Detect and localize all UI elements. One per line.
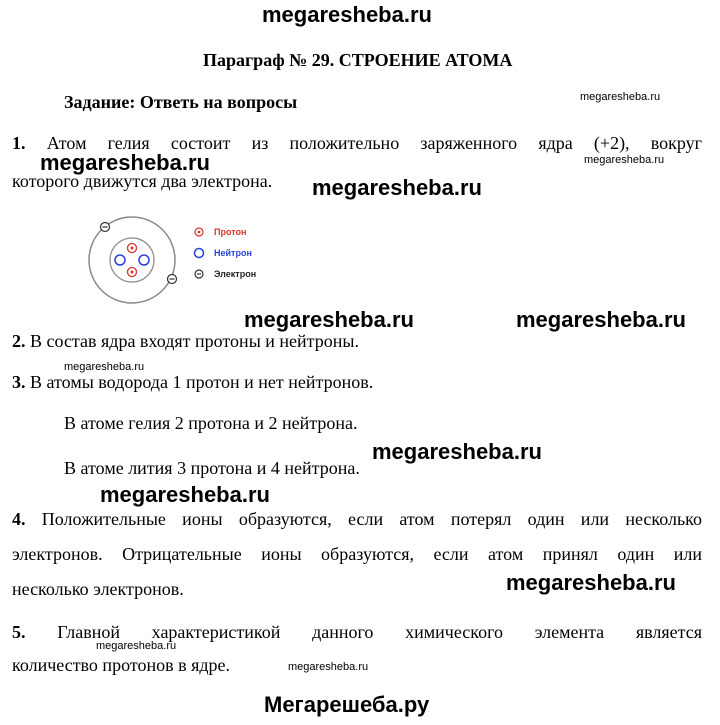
answer-2-number: 2.: [12, 331, 26, 351]
legend-neutron-icon: [195, 249, 204, 258]
electron-icon: [168, 275, 177, 284]
proton-icon: [128, 244, 137, 253]
answer-5-text-2: количество протонов в ядре.: [12, 655, 231, 675]
answer-4-text-2: электронов. Отрицательные ионы образуются, если атом принял один или: [12, 544, 702, 564]
answer-1-number: 1.: [12, 133, 26, 153]
electron-icon: [101, 223, 110, 232]
neutron-icon: [115, 255, 125, 265]
watermark-small: megaresheba.ru: [580, 91, 661, 103]
helium-atom-diagram: [80, 210, 270, 310]
answer-1-text-1: Атом гелия состоит из положительно заряженного ядра (+2), вокруг: [46, 133, 703, 153]
watermark-small: megaresheba.ru: [288, 661, 369, 673]
task-heading: Задание: Ответь на вопросы: [64, 92, 298, 112]
watermark-big: megaresheba.ru: [40, 150, 210, 175]
legend-electron-icon: [195, 270, 203, 278]
legend-proton-icon: [195, 228, 203, 236]
watermark-big: megaresheba.ru: [100, 482, 270, 507]
answer-5-number: 5.: [12, 622, 26, 642]
site-watermark-top: megaresheba.ru: [262, 2, 432, 27]
watermark-big: megaresheba.ru: [506, 570, 676, 595]
watermark-big: megaresheba.ru: [516, 307, 686, 332]
answer-3-lithium: В атоме лития 3 протона и 4 нейтрона.: [64, 458, 360, 478]
watermark-big: megaresheba.ru: [244, 307, 414, 332]
neutron-icon: [139, 255, 149, 265]
watermark-small: megaresheba.ru: [584, 154, 665, 166]
answer-2-text: В состав ядра входят протоны и нейтроны.: [30, 331, 359, 351]
watermark-big: megaresheba.ru: [312, 175, 482, 200]
answer-4-text-1: Положительные ионы образуются, если атом потерял один или несколько: [41, 509, 703, 529]
answer-1-text-2: которого движутся два электрона.: [12, 171, 273, 191]
watermark-small: megaresheba.ru: [64, 361, 145, 373]
watermark-small: megaresheba.ru: [96, 640, 177, 652]
watermark-big: megaresheba.ru: [372, 439, 542, 464]
answer-3-helium: В атоме гелия 2 протона и 2 нейтрона.: [64, 413, 358, 433]
legend-neutron-label: Нейтрон: [214, 248, 252, 258]
answer-4-line-1: [12, 509, 702, 530]
answer-3-number: 3.: [12, 372, 26, 392]
answer-4-text-3: несколько электронов.: [12, 579, 184, 599]
answer-2: [12, 331, 359, 352]
footer-watermark: Мегарешеба.ру: [264, 692, 430, 717]
legend: [195, 228, 204, 278]
legend-electron-label: Электрон: [214, 269, 257, 279]
answer-3-text: В атомы водорода 1 протон и нет нейтронов.: [30, 372, 374, 392]
answer-5-text-1: Главной характеристикой данного химического элемента является: [57, 622, 703, 642]
answer-3: [12, 372, 373, 393]
answer-4-number: 4.: [12, 509, 26, 529]
proton-icon: [128, 268, 137, 277]
page-title: Параграф № 29. СТРОЕНИЕ АТОМА: [203, 50, 513, 70]
legend-proton-label: Протон: [214, 227, 247, 237]
atom-model: [89, 217, 177, 303]
